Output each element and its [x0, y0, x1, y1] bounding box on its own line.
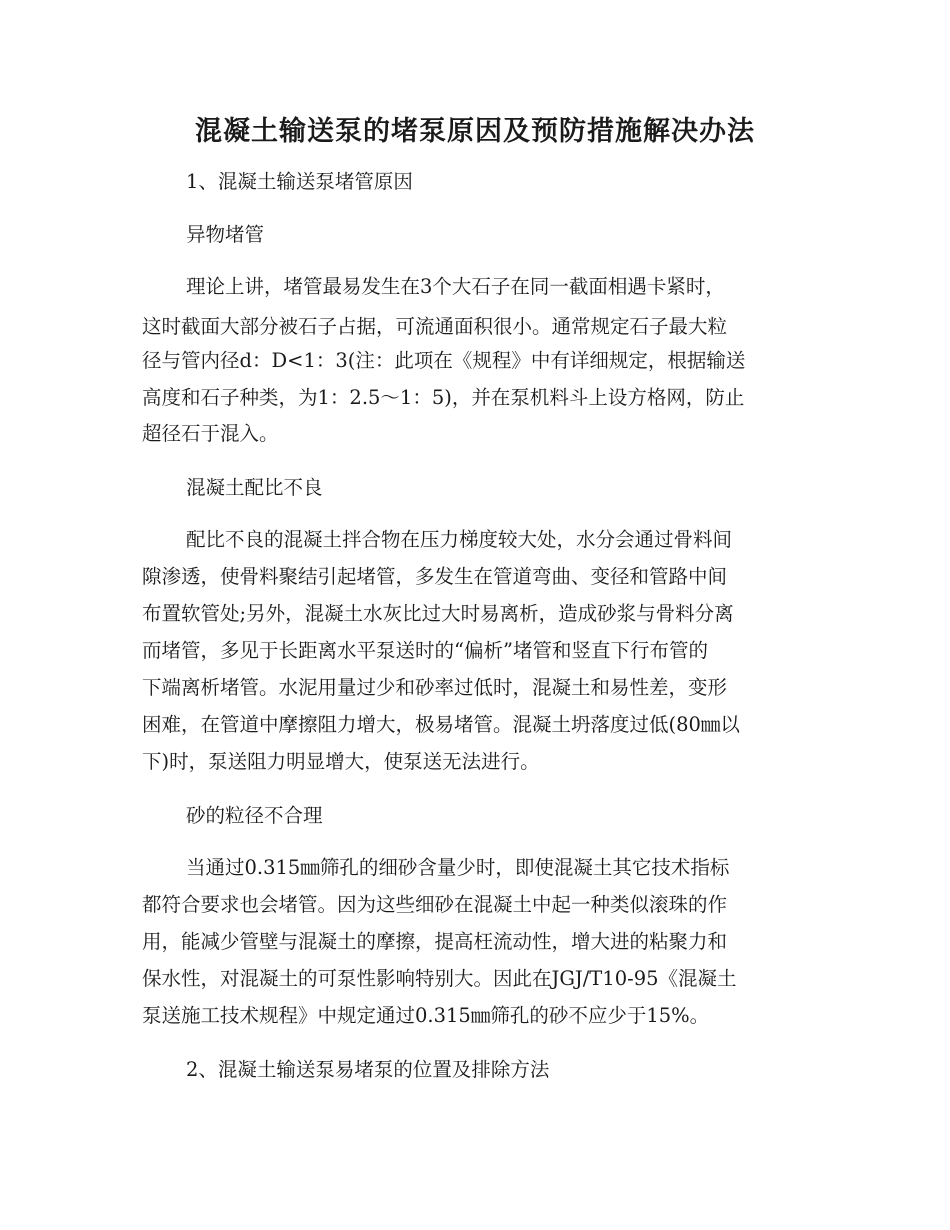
paragraph-line: 径与管内径d：D<1：3(注：此项在《规程》中有详细规定，根据输送 [142, 349, 746, 372]
subheading-mix-ratio: 混凝土配比不良 [186, 476, 323, 499]
paragraph-line: 而堵管，多见于长距离水平泵送时的“偏析”堵管和竖直下行布管的 [142, 639, 708, 662]
paragraph-line: 当通过0.315㎜筛孔的细砂含量少时，即使混凝土其它技术指标 [186, 856, 730, 879]
paragraph-line: 隙渗透，使骨料聚结引起堵管，多发生在管道弯曲、变径和管路中间 [142, 565, 728, 588]
paragraph-line: 下端离析堵管。水泥用量过少和砂率过低时，混凝土和易性差，变形 [142, 676, 728, 699]
section-heading-1: 1、混凝土输送泵堵管原因 [186, 170, 413, 193]
paragraph-line: 布置软管处;另外，混凝土水灰比过大时易离析，造成砂浆与骨料分离 [142, 602, 734, 625]
section-heading-2: 2、混凝土输送泵易堵泵的位置及排除方法 [186, 1058, 550, 1081]
paragraph-line: 高度和石子种类，为1：2.5～1：5)，并在泵机料斗上设方格网，防止 [142, 386, 745, 409]
paragraph-line: 用，能减少管壁与混凝土的摩擦，提高枉流动性，增大进的粘聚力和 [142, 930, 728, 953]
paragraph-line: 理论上讲，堵管最易发生在3个大石子在同一截面相遇卡紧时， [186, 275, 725, 298]
document-title: 混凝土输送泵的堵泵原因及预防措施解决办法 [195, 116, 755, 147]
paragraph-line: 都符合要求也会堵管。因为这些细砂在混凝土中起一种类似滚珠的作 [142, 893, 728, 916]
paragraph-line: 保水性，对混凝土的可泵性影响特别大。因此在JGJ/T10-95《混凝土 [142, 967, 737, 990]
paragraph-line: 困难，在管道中摩擦阻力增大，极易堵管。混凝土坍落度过低(80㎜以 [142, 713, 740, 736]
paragraph-line: 下)时，泵送阻力明显增大，使泵送无法进行。 [142, 750, 540, 773]
paragraph-line: 这时截面大部分被石子占据，可流通面积很小。通常规定石子最大粒 [142, 315, 728, 338]
paragraph-line: 超径石于混入。 [142, 422, 279, 445]
paragraph-line: 泵送施工技术规程》中规定通过0.315㎜筛孔的砂不应少于15%。 [142, 1004, 710, 1027]
subheading-foreign-matter: 异物堵管 [186, 223, 265, 246]
paragraph-line: 配比不良的混凝土拌合物在压力梯度较大处，水分会通过骨料间 [186, 528, 733, 551]
subheading-sand-size: 砂的粒径不合理 [186, 804, 323, 827]
